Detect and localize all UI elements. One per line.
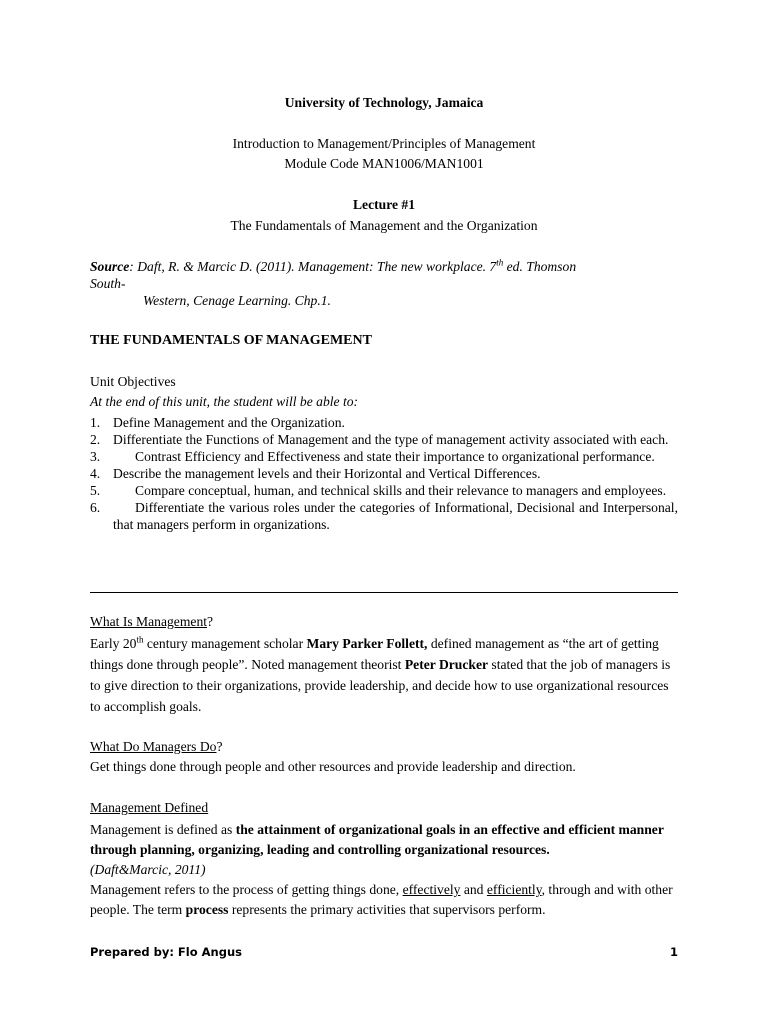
source-citation: Source: Daft, R. & Marcic D. (2011). Management: The new workplace. 7th ed. Thomson South- Western, Cenage Learning. Chp.1. [90,257,577,308]
lecture-title: The Fundamentals of Management and the Organization [230,218,538,233]
list-item: 3. Contrast Efficiency and Effectiveness and state their importance to organizational performance. [90,449,655,464]
objectives-intro: At the end of this unit, the student will be able to: [90,394,359,409]
module-code: Module Code MAN1006/MAN1001 [284,156,484,171]
defined-paragraph: Management is defined as the attainment of organizational goals in an effective and efficient manner through planning, organizing, leading and controlling organizational resources. (Daft&Marcic, 2011) Management refers to the process of getting things done, effectively and efficiently, through and with other people. The term process represents the primary activities that supervisors perform. [90,822,673,917]
list-item: 5. Compare conceptual, human, and technical skills and their relevance to managers and employees. [90,483,667,498]
source-label: Source [90,259,130,274]
what-is-heading: What Is Management? [90,614,214,629]
page-number: 1 [669,945,678,959]
divider-line [90,592,678,593]
page-footer [90,944,678,961]
defined-heading: Management Defined [90,800,209,815]
what-is-paragraph: Early 20th century management scholar Mary Parker Follett, defined management as “the art of getting things done through people”. Noted management theorist Peter Drucker stated that the job of managers is to give direction to their organizations, provide leadership, and decide how to use organizational resources to accomplish goals. [90,634,671,714]
what-do-paragraph: Get things done through people and other resources and provide leadership and direction. [90,759,576,774]
lecture-number: Lecture #1 [352,197,416,212]
university-title: University of Technology, Jamaica [284,95,484,110]
list-item: 2. Differentiate the Functions of Management and the type of management activity associated with each. [90,432,669,447]
what-do-heading: What Do Managers Do? [90,739,223,754]
list-item: 6. Differentiate the various roles under the categories of Informational, Decisional and Interpersonal, that managers perform in organizations. [90,500,678,532]
objectives-list [90,414,678,533]
prepared-by: Prepared by: Flo Angus [90,945,242,959]
list-item: 4. Describe the management levels and their Horizontal and Vertical Differences. [90,466,541,481]
objectives-title: Unit Objectives [90,374,176,389]
list-item: 1. Define Management and the Organization. [90,415,345,430]
section-title: THE FUNDAMENTALS OF MANAGEMENT [90,333,372,348]
course-title: Introduction to Management/Principles of Management [232,136,536,151]
